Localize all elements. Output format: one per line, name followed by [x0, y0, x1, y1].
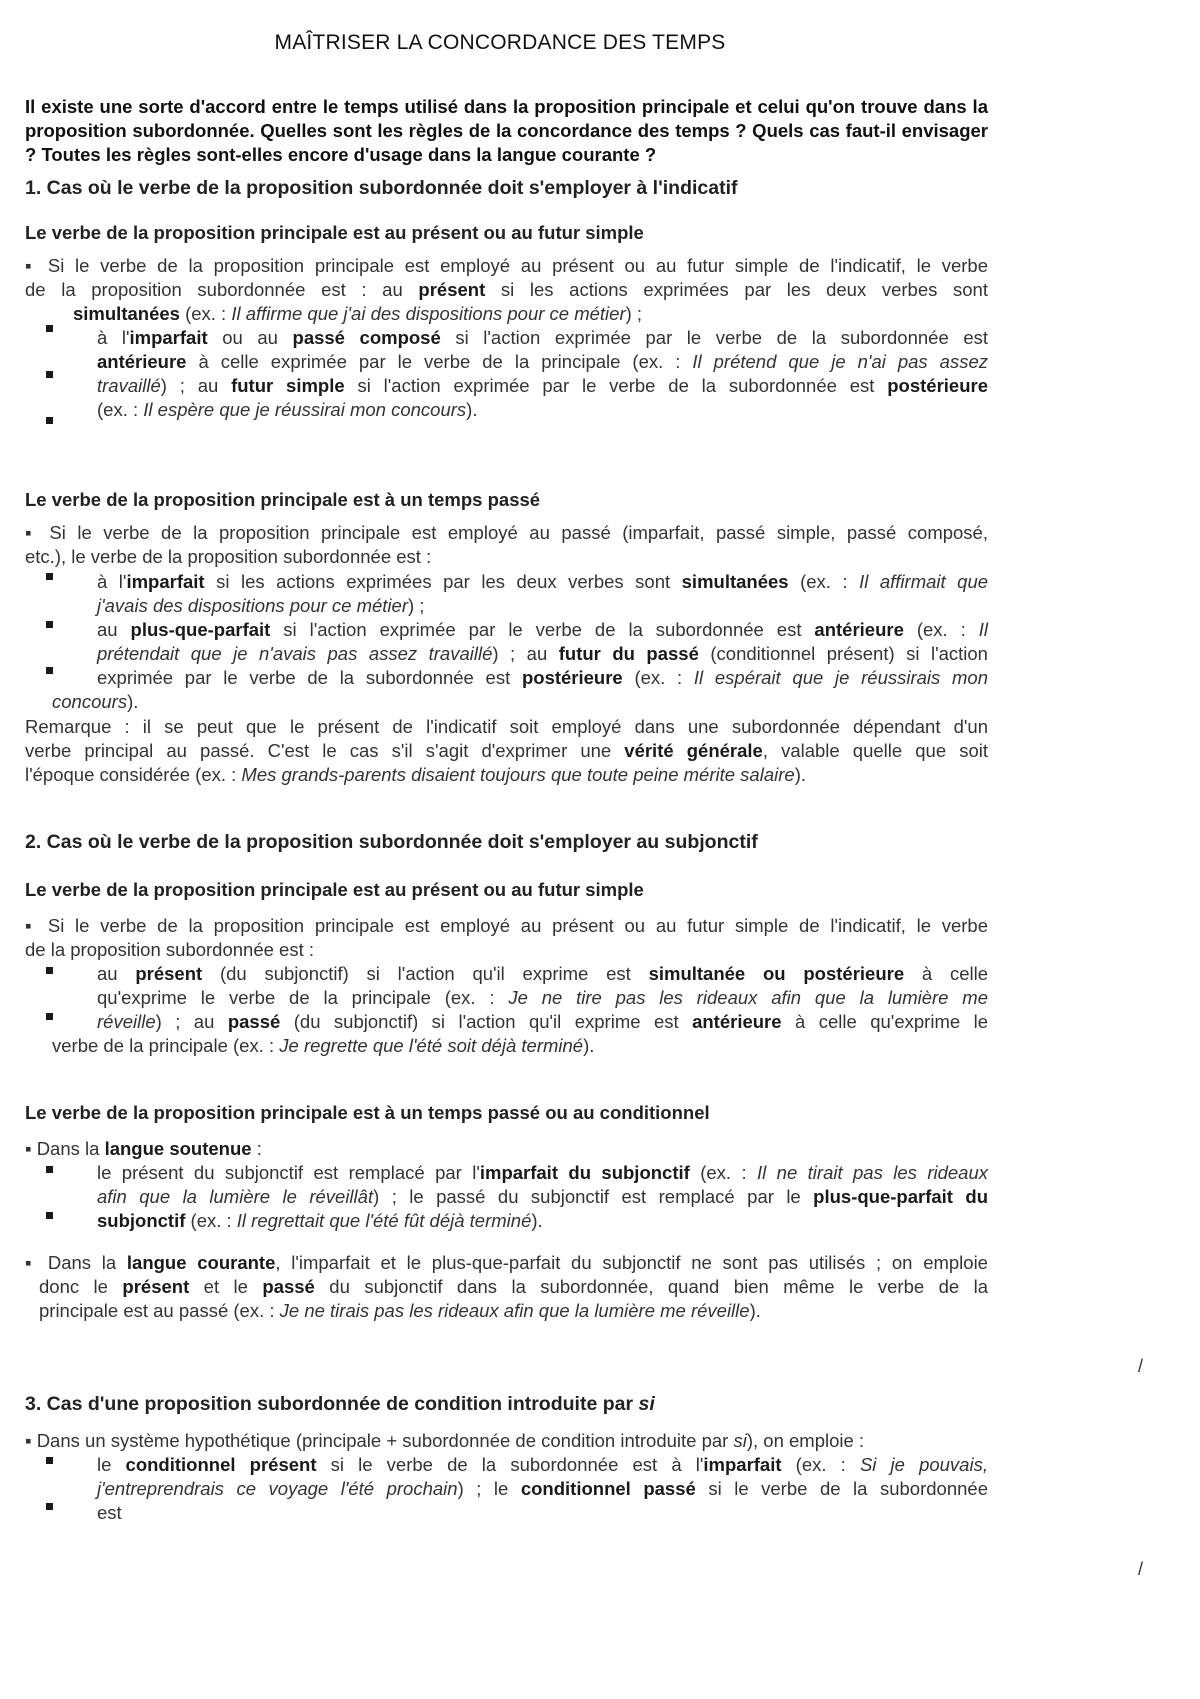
s2a-line-1: ▪ Si le verbe de la proposition principale est employé au présent ou au futur simple de l'indicatif, le verbe: [25, 915, 988, 936]
section-1a-heading: Le verbe de la proposition principale est au présent ou au futur simple: [25, 222, 644, 243]
bullet-square: [46, 1457, 53, 1464]
s2b-line-2: le présent du subjonctif est remplacé par l'imparfait du subjonctif (ex. : Il ne tirait pas les rideaux: [97, 1162, 988, 1183]
s2b-p2-line-3: principale est au passé (ex. : Je ne tirais pas les rideaux afin que la lumière me réveille).: [39, 1300, 761, 1321]
bullet-square: [46, 1503, 53, 1510]
remark-line-1: Remarque : il se peut que le présent de l'indicatif soit employé dans une subordonnée dépendant d'un: [25, 716, 988, 737]
s2b-p2-line-1: ▪ Dans la langue courante, l'imparfait et le plus-que-parfait du subjonctif ne sont pas utilisés ; on emploie: [25, 1252, 988, 1273]
document-title: MAÎTRISER LA CONCORDANCE DES TEMPS: [274, 31, 726, 54]
remark-line-2: verbe principal au passé. C'est le cas s'il s'agit d'exprimer une vérité générale, valable quelle que soit: [25, 740, 989, 761]
s1b-line-2: etc.), le verbe de la proposition subordonnée est :: [25, 546, 432, 567]
section-1b-heading: Le verbe de la proposition principale est à un temps passé: [25, 489, 541, 510]
s3-line-2: le conditionnel présent si le verbe de la subordonnée est à l'imparfait (ex. : Si je pouvais,: [97, 1454, 988, 1475]
bullet-square: [46, 371, 53, 378]
s2b-line-1: ▪ Dans la langue soutenue :: [25, 1138, 262, 1159]
section-2-heading: 2. Cas où le verbe de la proposition subordonnée doit s'employer au subjonctif: [25, 831, 758, 853]
s2a-line-5: réveille) ; au passé (du subjonctif) si l'action qu'il exprime est antérieure à celle qu'exprime le: [97, 1011, 988, 1032]
s2a-line-4: qu'exprime le verbe de la principale (ex. : Je ne tire pas les rideaux afin que la lumière me: [97, 987, 988, 1008]
bullet-square: [46, 325, 53, 332]
section-2b-heading: Le verbe de la proposition principale est à un temps passé ou au conditionnel: [25, 1102, 710, 1123]
remark-line-3: l'époque considérée (ex. : Mes grands-parents disaient toujours que toute peine mérite salaire).: [25, 764, 806, 785]
s1a-line-1: ▪ Si le verbe de la proposition principale est employé au présent ou au futur simple de l'indicatif, le verbe: [25, 255, 988, 276]
bullet-square: [46, 1166, 53, 1173]
s1a-line-3: simultanées (ex. : Il affirme que j'ai des dispositions pour ce métier) ;: [73, 303, 643, 324]
s1a-line-2: de la proposition subordonnée est : au présent si les actions exprimées par les deux verbes sont: [25, 279, 988, 300]
s1a-line-6: travaillé) ; au futur simple si l'action exprimée par le verbe de la subordonnée est postérieure: [97, 375, 988, 396]
s2b-p2-line-2: donc le présent et le passé du subjonctif dans la subordonnée, quand bien même le verbe de la: [39, 1276, 989, 1297]
s1a-line-4: à l'imparfait ou au passé composé si l'action exprimée par le verbe de la subordonnée est: [97, 327, 988, 348]
bullet-square: [46, 573, 53, 580]
page-mark-slash: /: [1138, 1559, 1144, 1579]
bullet-square: [46, 1013, 53, 1020]
s1b-line-8: concours).: [52, 691, 139, 712]
s2b-line-4: subjonctif (ex. : Il regrettait que l'été fût déjà terminé).: [97, 1210, 543, 1231]
s1b-line-7: exprimée par le verbe de la subordonnée est postérieure (ex. : Il espérait que je réussirais mon: [97, 667, 988, 688]
s3-line-3: j'entreprendrais ce voyage l'été prochain) ; le conditionnel passé si le verbe de la subordonnée: [97, 1478, 988, 1499]
s1b-line-3: à l'imparfait si les actions exprimées par les deux verbes sont simultanées (ex. : Il affirmait que: [97, 571, 989, 592]
s1a-line-7: (ex. : Il espère que je réussirai mon concours).: [97, 399, 478, 420]
s3-line-4: est: [97, 1502, 122, 1523]
s2b-line-3: afin que la lumière le réveillât) ; le passé du subjonctif est remplacé par le plus-que-parfait du: [97, 1186, 988, 1207]
bullet-square: [46, 667, 53, 674]
intro-paragraph: Il existe une sorte d'accord entre le temps utilisé dans la proposition principale et celui qu'on trouve dans la proposition subordonnée. Quelles sont les règles de la concordance des temps ? Quels cas faut-il envisager ? Toutes les règles sont-elles encore d'usage dans la langue courante ?: [25, 96, 988, 165]
section-2a-heading: Le verbe de la proposition principale est au présent ou au futur simple: [25, 879, 644, 900]
section-1-heading: 1. Cas où le verbe de la proposition subordonnée doit s'employer à l'indicatif: [25, 177, 738, 199]
s1b-line-1: ▪ Si le verbe de la proposition principale est employé au passé (imparfait, passé simple, passé composé,: [25, 522, 988, 543]
s2a-line-2: de la proposition subordonnée est :: [25, 939, 315, 960]
bullet-square: [46, 621, 53, 628]
s3-line-1: ▪ Dans un système hypothétique (principale + subordonnée de condition introduite par si), on emploie :: [25, 1430, 865, 1451]
section-3-heading: 3. Cas d'une proposition subordonnée de condition introduite par si: [25, 1393, 655, 1415]
bullet-square: [46, 417, 53, 424]
s2a-line-3: au présent (du subjonctif) si l'action qu'il exprime est simultanée ou postérieure à celle: [97, 963, 988, 984]
page-mark-slash: /: [1138, 1356, 1144, 1376]
s1b-line-6: prétendait que je n'avais pas assez travaillé) ; au futur du passé (conditionnel présent) si l'action: [97, 643, 988, 664]
s1b-line-5: au plus-que-parfait si l'action exprimée par le verbe de la subordonnée est antérieure (ex. : Il: [97, 619, 988, 640]
bullet-square: [46, 967, 53, 974]
s2a-line-6: verbe de la principale (ex. : Je regrette que l'été soit déjà terminé).: [52, 1035, 595, 1056]
s1b-line-4: j'avais des dispositions pour ce métier) ;: [97, 595, 425, 616]
bullet-square: [46, 1212, 53, 1219]
s1a-line-5: antérieure à celle exprimée par le verbe de la principale (ex. : Il prétend que je n'ai pas assez: [97, 351, 988, 372]
